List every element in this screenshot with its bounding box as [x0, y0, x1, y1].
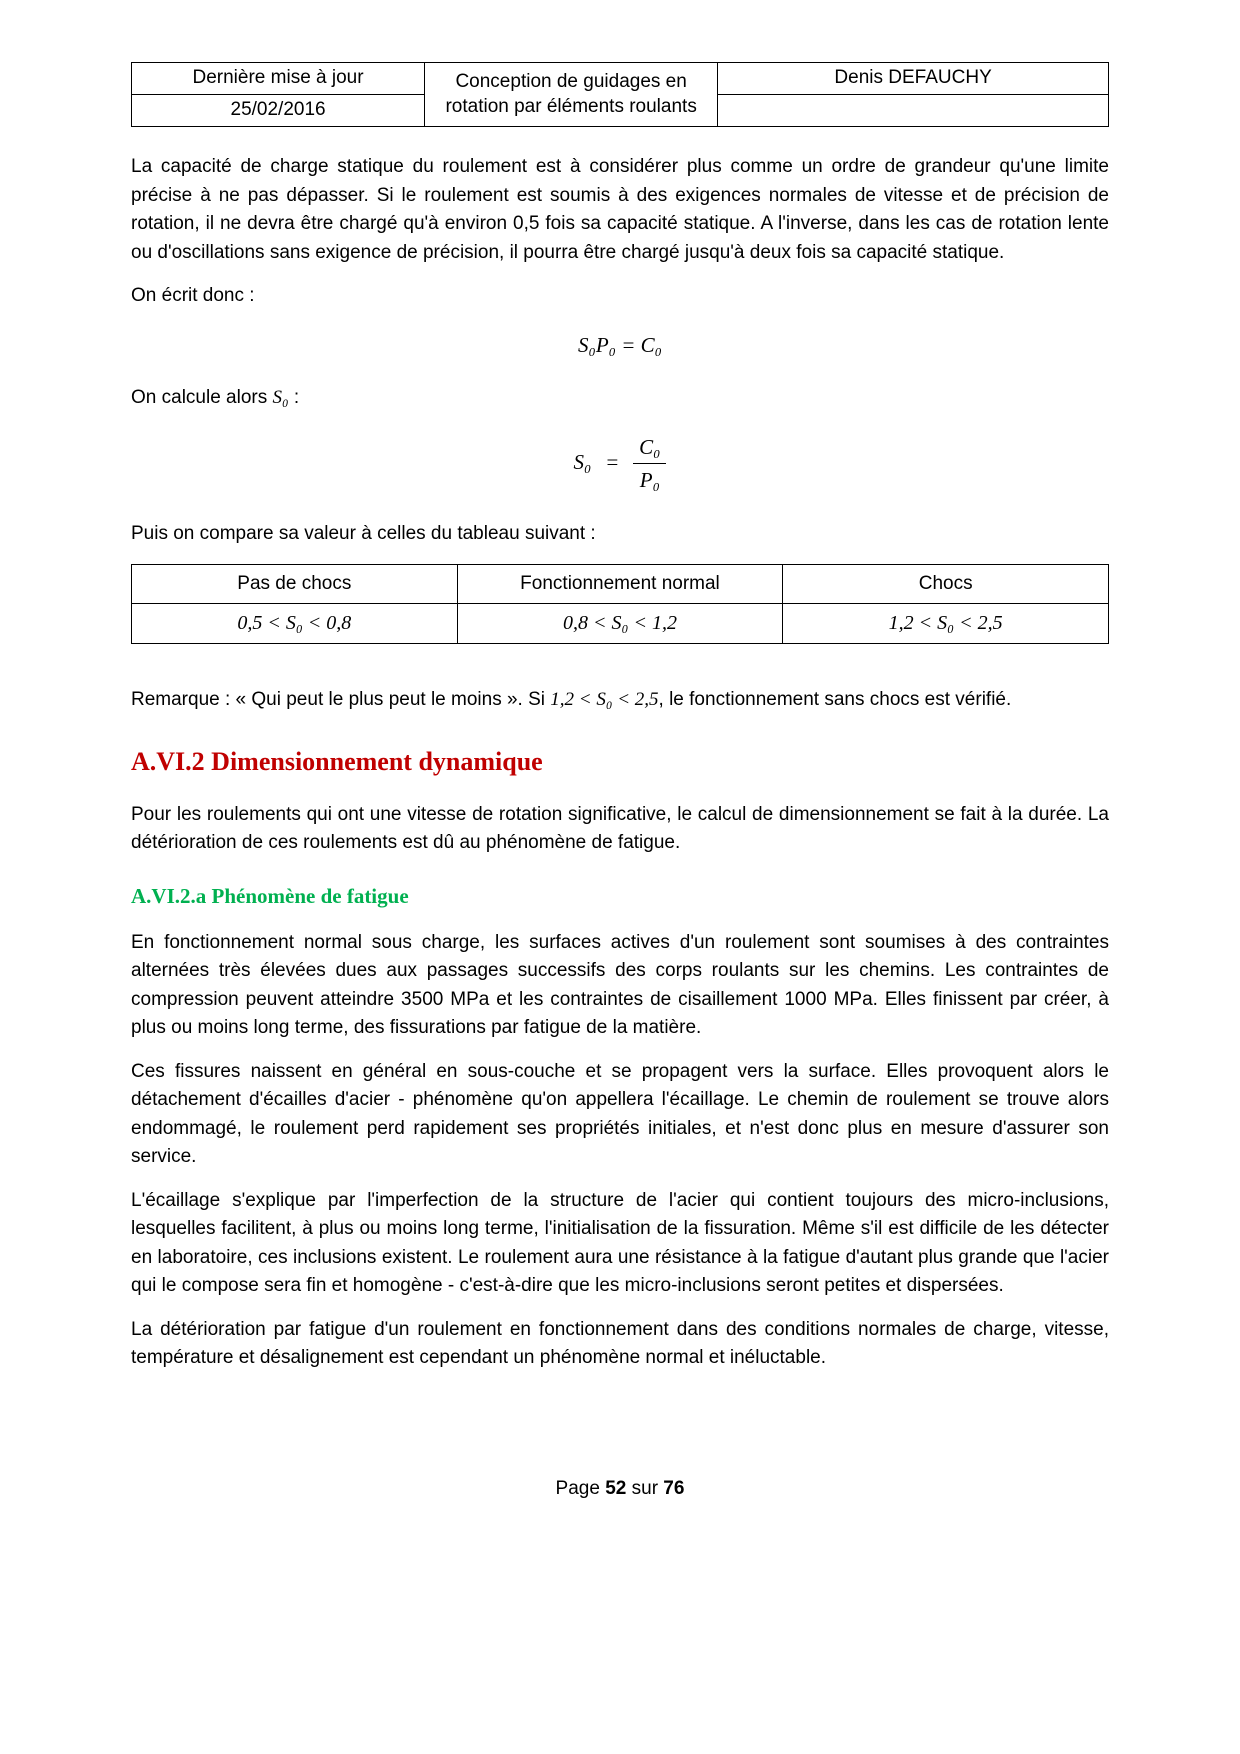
s0-table-header-chocs: Chocs: [783, 565, 1109, 604]
document-body: [131, 153, 1109, 1373]
s0-range-chocs: 1,2 < S₀ < 2,5: [783, 604, 1109, 644]
s0-table-header-row: [132, 565, 1109, 604]
paragraph-remark: [131, 686, 1109, 715]
s0-table-value-row: [132, 604, 1109, 644]
paragraph-fatigue-2: Ces fissures naissent en général en sous-couche et se propagent vers la surface. Elles provoquent alors le détachement d'écailles d'acier - phénomène qu'on appellera l'écaillage. Le chemin de roulement se trouve alors endommagé, le roulement perd rapidement ses propriétés initiales, et n'est donc plus en mesure d'assurer son service.: [131, 1060, 1109, 1167]
fraction-numerator: C₀: [633, 434, 666, 464]
s0-table-header-fonctionnement-normal: Fonctionnement normal: [457, 565, 783, 604]
formula-static-load: [131, 333, 1109, 358]
formula-lhs: S₀: [573, 450, 592, 475]
footer-total-pages: 76: [663, 1478, 685, 1499]
last-update-label: Dernière mise à jour: [132, 63, 425, 95]
on-calcule-math-s0: S₀: [272, 386, 289, 408]
paragraph-fatigue-1: En fonctionnement normal sous charge, les surfaces actives d'un roulement sont soumises à des contraintes alternées très élevées dues aux passages successifs des corps roulants sur les chemins. Les contraintes de compression peuvent atteindre 3500 MPa et les contraintes de cisaillement 1000 MPa. Elles finissent par créer, à plus ou moins long terme, des fissurations par fatigue de la matière.: [131, 931, 1109, 1038]
fraction-denominator: P₀: [639, 468, 660, 493]
s0-table-header-pas-de-chocs: Pas de chocs: [132, 565, 458, 604]
formula-static-expression: S₀P₀ = C₀: [578, 332, 662, 357]
document-header-table: [131, 62, 1109, 127]
author-name: Denis DEFAUCHY: [718, 63, 1109, 95]
paragraph-fatigue-4: La détérioration par fatigue d'un roulement en fonctionnement dans des conditions normales de charge, vitesse, température et désalignement est cependant un phénomène normal et inéluctable.: [131, 1318, 1109, 1368]
remark-text-2: , le fonctionnement sans chocs est vérifié.: [658, 689, 1012, 710]
footer-label-sur: sur: [626, 1478, 664, 1499]
s0-range-fonctionnement-normal: 0,8 < S₀ < 1,2: [457, 604, 783, 644]
remark-text-1: Remarque : « Qui peut le plus peut le moins ». Si: [131, 689, 551, 710]
page-footer: [0, 1478, 1240, 1500]
paragraph-static-capacity: La capacité de charge statique du roulement est à considérer plus comme un ordre de grandeur qu'une limite précise à ne pas dépasser. Si le roulement est soumis à des exigences normales de vitesse et de précision de rotation, il ne devra être chargé qu'à environ 0,5 fois sa capacité statique. A l'inverse, dans les cas de rotation lente ou d'oscillations sans exigence de précision, il pourra être chargé jusqu'à deux fois sa capacité statique.: [131, 156, 1109, 263]
s0-range-pas-de-chocs: 0,5 < S₀ < 0,8: [132, 604, 458, 644]
remark-math-range: 1,2 < S₀ < 2,5: [550, 689, 659, 710]
paragraph-on-calcule: [131, 384, 1109, 413]
formula-s0-ratio: [131, 434, 1109, 494]
section-heading-dimensionnement-dynamique: A.VI.2 Dimensionnement dynamique: [131, 746, 543, 776]
footer-label-page: Page: [555, 1478, 606, 1499]
on-calcule-prefix: On calcule alors: [131, 386, 273, 408]
paragraph-fatigue-3: L'écaillage s'explique par l'imperfection de la structure de l'acier qui contient toujours des micro-inclusions, lesquelles facilitent, à plus ou moins long terme, l'initialisation de la fissuration. Même s'il est difficile de les détecter en laboratoire, ces inclusions existent. Le roulement aura une résistance à la fatigue d'autant plus grande que l'acier qui le compose sera fin et homogène - c'est-à-dire que les micro-inclusions seront petites et dispersées.: [131, 1189, 1109, 1296]
last-update-date: 25/02/2016: [132, 95, 425, 127]
document-title: Conception de guidages en rotation par éléments roulants: [425, 63, 718, 127]
header-empty-cell: [718, 95, 1109, 127]
subsection-heading-phenomene-de-fatigue: A.VI.2.a Phénomène de fatigue: [131, 883, 409, 908]
s0-values-table: [131, 564, 1109, 644]
footer-page-number: 52: [605, 1478, 627, 1499]
paragraph-on-ecrit-donc: On écrit donc :: [131, 285, 255, 306]
equals-sign: =: [605, 450, 620, 475]
on-calcule-suffix: :: [288, 386, 300, 408]
paragraph-section-intro: Pour les roulements qui ont une vitesse de rotation significative, le calcul de dimensionnement se fait à la durée. La détérioration de ces roulements est dû au phénomène de fatigue.: [131, 803, 1109, 853]
fraction: [633, 434, 666, 494]
paragraph-compare: Puis on compare sa valeur à celles du tableau suivant :: [131, 522, 596, 544]
